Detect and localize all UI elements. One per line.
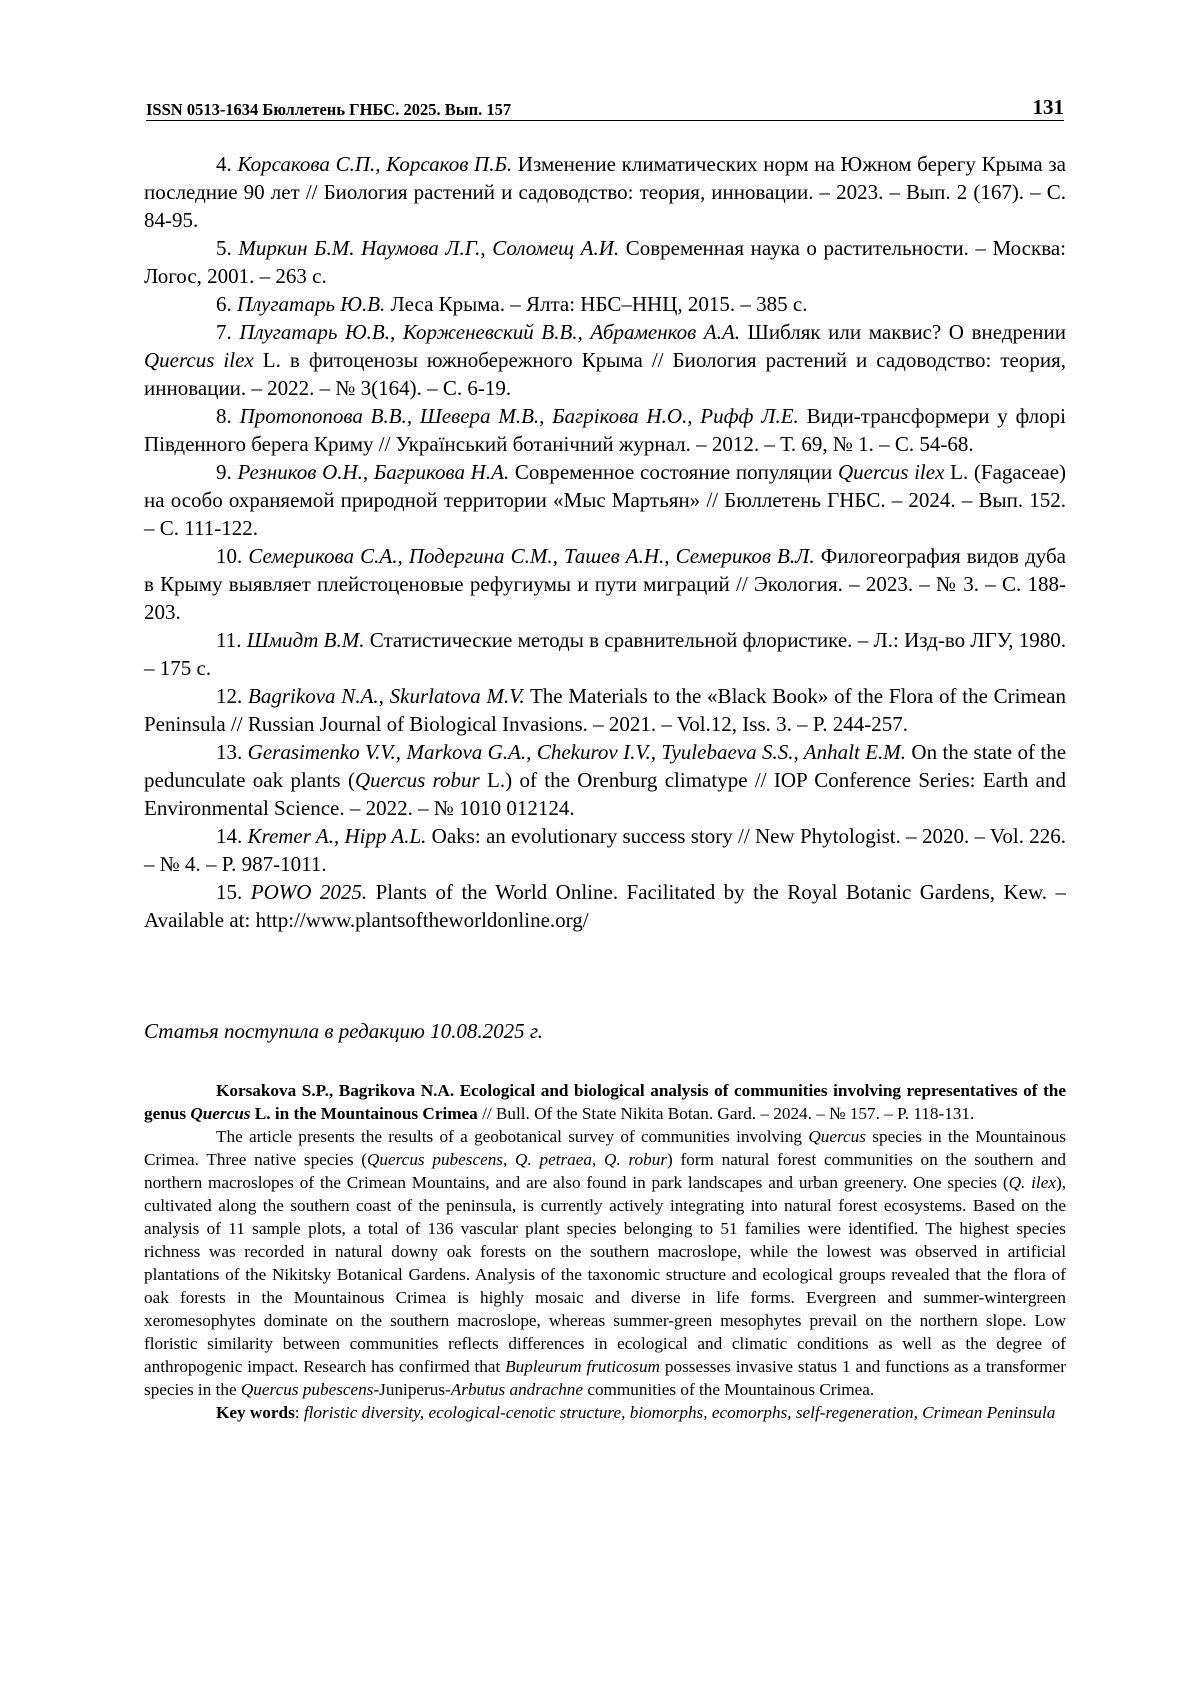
abstract-body	[144, 1125, 1066, 1401]
citation-genus: Quercus	[190, 1104, 251, 1123]
reference-authors: Корсакова С.П., Корсаков П.Б.	[237, 152, 513, 176]
abstract-text: -Juniperus-	[373, 1380, 451, 1399]
reference-number: 13.	[216, 740, 243, 764]
reference-item	[144, 878, 1066, 934]
species-name: Quercus ilex	[838, 460, 945, 484]
reference-number: 15.	[216, 880, 243, 904]
reference-number: 8.	[216, 404, 232, 428]
species-name: Q. ilex	[1008, 1173, 1056, 1192]
reference-authors: Плугатарь Ю.В., Корженевский В.В., Абраменков А.А.	[239, 320, 741, 344]
reference-authors: Bagrikova N.A., Skurlatova M.V.	[248, 684, 525, 708]
reference-text: Изменение климатических норм на Южном берегу Крыма за последние 90 лет // Биология растений и садоводство: теория, инновации. – 2023. – Вып. 2 (167). – С. 84-95.	[144, 152, 1066, 232]
species-name: Quercus robur	[354, 768, 480, 792]
reference-text: Леса Крыма. – Ялта: НБС–ННЦ, 2015. – 385 с.	[385, 292, 808, 316]
abstract-citation	[144, 1079, 1066, 1125]
reference-item	[144, 626, 1066, 682]
reference-number: 11.	[216, 628, 242, 652]
citation-source: // Bull. Of the State Nikita Botan. Gard. – 2024. – № 157. – P. 118-131.	[477, 1104, 975, 1123]
reference-item	[144, 402, 1066, 458]
running-header	[146, 96, 1064, 121]
reference-text: Филогеография видов дуба в Крыму выявляет плейстоценовые рефугиумы и пути миграций // Экология. – 2023. – № 3. – С. 188-203.	[144, 544, 1066, 624]
species-name: Q. petraea	[515, 1150, 592, 1169]
reference-text: Современная наука о растительности. – Москва: Логос, 2001. – 263 с.	[144, 236, 1066, 288]
reference-text: On the state of the pedunculate oak plants (	[144, 740, 1067, 792]
reference-text: The Materials to the «Black Book» of the Flora of the Crimean Peninsula // Russian Journal of Biological Invasions. – 2021. – Vol.12, Iss. 3. – P. 244-257.	[144, 684, 1066, 736]
reference-authors: Шмидт В.М.	[246, 628, 365, 652]
reference-text: Шибляк или маквис? О внедрении	[740, 320, 1066, 344]
keywords-label: Key words	[216, 1403, 295, 1422]
page-number: 131	[1032, 95, 1064, 119]
reference-authors: Семерикова С.А., Подергина С.М., Ташев А.Н., Семериков В.Л.	[248, 544, 815, 568]
keywords-separator: :	[294, 1403, 304, 1422]
reference-item	[144, 150, 1066, 234]
reference-item	[144, 234, 1066, 290]
abstract-text: ,	[502, 1150, 516, 1169]
reference-number: 7.	[216, 320, 232, 344]
species-name: Quercus pubescens	[367, 1150, 503, 1169]
keywords-list: floristic diversity, ecological-cenotic structure, biomorphs, ecomorphs, self-regeneration, Crimean Peninsula	[303, 1403, 1056, 1422]
abstract-text: ,	[592, 1150, 605, 1169]
reference-text: Oaks: an evolutionary success story // New Phytologist. – 2020. – Vol. 226. – № 4. – P. 987-1011.	[144, 824, 1066, 876]
reference-item	[144, 542, 1066, 626]
reference-item	[144, 822, 1066, 878]
abstract-text: possesses invasive status 1 and functions as a transformer species in the	[144, 1357, 1067, 1399]
reference-text: L. (Fagaceae) на особо охраняемой природной территории «Мыс Мартьян» // Бюллетень ГНБС. – 2024. – Вып. 152. – С. 111-122.	[144, 460, 1067, 540]
citation-title: Korsakova S.P., Bagrikova N.A. Ecological and biological analysis of communities involving representatives of the genus	[144, 1081, 1066, 1123]
reference-authors: POWO 2025.	[250, 880, 368, 904]
abstract-text: species in the Mountainous Crimea. Three native species (	[144, 1127, 1066, 1169]
abstract-text: ) form natural forest communities on the southern and northern macroslopes of the Crimean Mountains, and are also found in park landscapes and urban greenery. One species (	[144, 1150, 1066, 1192]
reference-item	[144, 458, 1066, 542]
reference-number: 14.	[216, 824, 243, 848]
reference-number: 4.	[216, 152, 232, 176]
reference-number: 5.	[216, 236, 232, 260]
reference-item	[144, 682, 1066, 738]
english-abstract	[144, 1079, 1066, 1424]
species-name: Quercus pubescens	[240, 1380, 374, 1399]
reference-number: 10.	[216, 544, 243, 568]
reference-text: L. в фитоценозы южнобережного Крыма // Биология растений и садоводство: теория, инновации. – 2022. – № 3(164). – С. 6-19.	[144, 348, 1067, 400]
abstract-text: communities of the Mountainous Crimea.	[583, 1380, 875, 1399]
reference-item	[144, 318, 1066, 402]
reference-text: Plants of the World Online. Facilitated by the Royal Botanic Gardens, Kew. – Available at: http://www.plantsoftheworldonline.org/	[144, 880, 1067, 932]
reference-number: 12.	[216, 684, 243, 708]
reference-authors: Плугатарь Ю.В.	[237, 292, 386, 316]
reference-text: Статистические методы в сравнительной флористике. – Л.: Изд-во ЛГУ, 1980. – 175 с.	[144, 628, 1067, 680]
reference-authors: Резников О.Н., Багрикова Н.А.	[237, 460, 510, 484]
reference-list	[144, 150, 1066, 934]
species-name: Quercus ilex	[144, 348, 254, 372]
reference-authors: Протопопова В.В., Шевера М.В., Багрікова Н.О., Рифф Л.Е.	[239, 404, 799, 428]
species-name: Quercus	[808, 1127, 866, 1146]
reference-number: 6.	[216, 292, 232, 316]
species-name: Arbutus andrachne	[450, 1380, 584, 1399]
reference-text: Види-трансформери у флорі Південного берега Криму // Український ботанічний журнал. – 2012. – Т. 69, № 1. – С. 54-68.	[144, 404, 1066, 456]
reference-text: L.) of the Orenburg climatype // IOP Conference Series: Earth and Environmental Science. – 2022. – № 1010 012124.	[144, 768, 1066, 820]
reference-text: Современное состояние популяции	[509, 460, 838, 484]
received-date-note: Статья поступила в редакцию 10.08.2025 г.	[144, 1019, 543, 1043]
species-name: Bupleurum fruticosum	[505, 1357, 660, 1376]
species-name: Q. robur	[604, 1150, 668, 1169]
abstract-text: The article presents the results of a geobotanical survey of communities involving	[216, 1127, 809, 1146]
citation-title-end: L. in the Mountainous Crimea	[250, 1104, 478, 1123]
reference-authors: Миркин Б.М. Наумова Л.Г., Соломещ А.И.	[238, 236, 620, 260]
abstract-text: ), cultivated along the southern coast of the peninsula, is currently actively integrating into natural forest ecosystems. Based on the analysis of 11 sample plots, a total of 136 vascular plant species belonging to 51 families were identified. The highest species richness was recorded in natural downy oak forests on the southern macroslope, while the lowest was observed in artificial plantations of the Nikitsky Botanical Gardens. Analysis of the taxonomic structure and ecological groups revealed that the flora of oak forests in the Mountainous Crimea is highly mosaic and diverse in life forms. Evergreen and summer-wintergreen xeromesophytes dominate on the southern macroslope, whereas summer-green mesophytes prevail on the northern slope. Low floristic similarity between communities reflects differences in ecological and climatic conditions as well as the degree of anthropogenic impact. Research has confirmed that	[144, 1173, 1066, 1376]
reference-authors: Kremer A., Hipp A.L.	[247, 824, 427, 848]
reference-number: 9.	[216, 460, 232, 484]
reference-authors: Gerasimenko V.V., Markova G.A., Chekurov I.V., Tyulebaeva S.S., Anhalt E.M.	[247, 740, 907, 764]
keywords	[144, 1401, 1066, 1424]
reference-item	[144, 290, 1066, 318]
reference-item	[144, 738, 1066, 822]
journal-title: ISSN 0513-1634 Бюллетень ГНБС. 2025. Вып. 157	[146, 100, 512, 119]
